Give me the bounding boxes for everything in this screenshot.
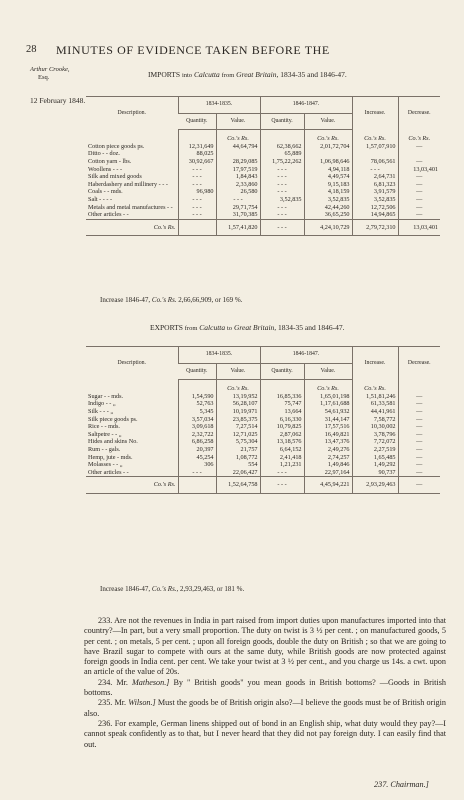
imports-cell-quantity-2: 65,889 (260, 150, 304, 158)
exports-increase-line (100, 585, 244, 593)
imports-cell-quantity-2: 3,52,835 (260, 196, 304, 204)
imports-cell-value-2: 2,01,72,704 (304, 143, 352, 151)
exports-cell-increase: 44,41,961 (352, 408, 398, 416)
exports-cell-increase: 3,78,796 (352, 431, 398, 439)
imports-caption (148, 70, 347, 79)
exports-cell-quantity-2: 6,16,330 (260, 416, 304, 424)
witness-marginal-note (30, 66, 69, 82)
imports-row (86, 188, 440, 196)
imports-increase-line (100, 296, 242, 304)
imports-cell-decrease (398, 150, 440, 158)
exports-cell-quantity-2: 16,85,336 (260, 393, 304, 401)
question-235 (84, 698, 446, 719)
exports-row (86, 446, 440, 454)
imports-col-year1: 1834-1835. (178, 97, 260, 114)
imports-cell-quantity-2: - - - (260, 211, 304, 219)
exports-cell-quantity-1: 2,32,722 (178, 431, 216, 439)
exports-cell-description: Sugar - - mds. (88, 392, 124, 400)
imports-cell-quantity-1: 88,025 (178, 150, 216, 158)
imports-cell-decrease: — (398, 204, 440, 212)
imports-total-dec: 13,03,401 (398, 219, 440, 236)
imports-cell-increase: 3,52,835 (352, 196, 398, 204)
imports-cell-value-1: 28,29,085 (216, 158, 260, 166)
imports-cell-value-1 (216, 150, 260, 158)
imports-cell-value-1: 1,84,843 (216, 173, 260, 181)
imports-cell-increase (352, 150, 398, 158)
question-235-text: Must the goods be of British origin also?—I believe the goods must be of British origin also. (84, 698, 447, 718)
witness-title: Esq. (38, 74, 50, 81)
imports-increase-lead: Increase 1846-47, (100, 296, 151, 304)
exports-caption-mid: from (184, 325, 198, 332)
evidence-date: 12 February 1848. (30, 96, 86, 105)
exports-cell-increase: 7,72,072 (352, 438, 398, 446)
exports-cell-value-1: 12,71,025 (216, 431, 260, 439)
exports-cell-description: Hemp, jute - mds. (88, 453, 133, 461)
exports-row (86, 461, 440, 469)
exports-cell-quantity-1: 20,397 (178, 446, 216, 454)
exports-cell-decrease: — (398, 446, 440, 454)
question-236: 236. For example, German linens shipped out of bond in an English ship, what duty would they pay?—I cannot speak confidently as to that, but I never heard that they did not pay foreign duty. I can easily find that out. (84, 718, 446, 749)
imports-col-quantity-1: Quantity. (178, 113, 216, 130)
imports-cell-decrease: — (398, 143, 440, 151)
exports-cell-quantity-1: 52,763 (178, 400, 216, 408)
exports-cell-quantity-1: 45,254 (178, 454, 216, 462)
imports-cell-quantity-2: - - - (260, 173, 304, 181)
imports-increase-value: 2,66,66,909, or 169 %. (178, 296, 243, 304)
imports-caption-mid: into (181, 72, 193, 79)
exports-caption (150, 323, 345, 332)
exports-col-increase: Increase. (352, 347, 398, 380)
imports-cell-value-2: 1,06,98,646 (304, 158, 352, 166)
exports-cell-description: Silk piece goods ps. (88, 415, 138, 423)
imports-cell-decrease: — (398, 188, 440, 196)
exports-cell-value-2: 17,57,516 (304, 423, 352, 431)
question-234 (84, 678, 446, 699)
exports-increase-value: 2,93,29,463, or 181 %. (180, 585, 245, 593)
exports-cell-decrease: — (398, 469, 440, 477)
exports-cell-description: Hides and skins No. (88, 438, 138, 446)
exports-cell-increase: 90,737 (352, 469, 398, 477)
exports-total-row (86, 477, 440, 494)
imports-rows (86, 130, 440, 220)
exports-cell-quantity-1: 6,86,258 (178, 438, 216, 446)
imports-cell-description: Salt - - - - (88, 195, 113, 203)
imports-cell-value-1: 44,64,794 (216, 143, 260, 151)
imports-col-year2: 1846-1847. (260, 97, 352, 114)
exports-cell-description: Rum - - gals. (88, 445, 121, 453)
exports-cell-quantity-1: - - - (178, 469, 216, 477)
imports-caption-lead: IMPORTS (148, 70, 181, 79)
exports-row (86, 416, 440, 424)
exports-row (86, 423, 440, 431)
catchword: 237. Chairman.] (374, 780, 429, 789)
exports-total-q2: - - - (260, 477, 304, 494)
imports-caption-place: Calcutta (193, 70, 220, 79)
imports-row (86, 204, 440, 212)
exports-cell-value-1: 7,27,514 (216, 423, 260, 431)
exports-cell-quantity-2: - - - (260, 469, 304, 477)
imports-cell-value-2: 4,18,159 (304, 188, 352, 196)
exports-col-quantity-2: Quantity. (260, 363, 304, 380)
imports-col-value-1: Value. (216, 113, 260, 130)
imports-unit-dec: Co.'s Rs. (398, 130, 440, 143)
exports-cell-quantity-2: 13,18,576 (260, 438, 304, 446)
page-number: 28 (26, 44, 37, 55)
exports-cell-quantity-2: 6,64,152 (260, 446, 304, 454)
imports-cell-quantity-1: - - - (178, 173, 216, 181)
imports-total-label: Co.'s Rs. (86, 219, 178, 236)
exports-caption-country: Great Britain, (233, 323, 277, 332)
imports-cell-quantity-1: - - - (178, 181, 216, 189)
imports-cell-value-1: 31,70,385 (216, 211, 260, 219)
exports-cell-decrease: — (398, 454, 440, 462)
imports-total-inc: 2,79,72,310 (352, 219, 398, 236)
exports-cell-decrease: — (398, 431, 440, 439)
exports-cell-increase: 2,27,519 (352, 446, 398, 454)
exports-row (86, 408, 440, 416)
imports-cell-decrease: 13,03,401 (398, 166, 440, 174)
exports-cell-quantity-1: 1,54,590 (178, 393, 216, 401)
question-234-speaker: Matheson.] (131, 677, 170, 687)
exports-cell-value-1: 23,85,375 (216, 416, 260, 424)
imports-row (86, 143, 440, 151)
imports-cell-value-1: 26,580 (216, 188, 260, 196)
imports-cell-increase: 2,64,731 (352, 173, 398, 181)
imports-total-v2: 4,24,10,729 (304, 219, 352, 236)
exports-cell-quantity-1: 3,09,618 (178, 423, 216, 431)
imports-cell-increase: 6,81,323 (352, 181, 398, 189)
exports-col-quantity-1: Quantity. (178, 363, 216, 380)
exports-cell-value-2: 1,49,846 (304, 461, 352, 469)
imports-col-quantity-2: Quantity. (260, 113, 304, 130)
exports-cell-quantity-2: 1,21,231 (260, 461, 304, 469)
imports-caption-country: Great Britain, (236, 70, 279, 79)
exports-total-v2: 4,45,94,221 (304, 477, 352, 494)
imports-caption-years: 1834-35 and 1846-47. (280, 70, 347, 79)
exports-cell-decrease: — (398, 438, 440, 446)
exports-cell-decrease: — (398, 416, 440, 424)
imports-cell-description: Cotton piece goods ps. (88, 142, 145, 150)
exports-cell-value-1: 554 (216, 461, 260, 469)
imports-cell-increase: 12,72,506 (352, 204, 398, 212)
exports-cell-decrease: — (398, 408, 440, 416)
exports-cell-value-2: 22,97,164 (304, 469, 352, 477)
exports-table (86, 346, 440, 494)
exports-cell-quantity-1: 3,57,034 (178, 416, 216, 424)
exports-cell-value-1: 1,08,772 (216, 454, 260, 462)
imports-row (86, 181, 440, 189)
exports-row (86, 393, 440, 401)
question-234-text: By " British goods" you mean goods in British bottoms? —Goods in British bottoms. (84, 677, 447, 698)
exports-cell-description: Other articles - - (88, 468, 129, 476)
exports-cell-decrease: — (398, 393, 440, 401)
imports-cell-increase: 78,06,561 (352, 158, 398, 166)
imports-cell-description: Ditto - - doz. (88, 150, 120, 158)
imports-cell-description: Haberdashery and millinery - - - (88, 180, 168, 188)
exports-cell-quantity-2: 75,747 (260, 400, 304, 408)
exports-cell-quantity-2: 2,87,062 (260, 431, 304, 439)
imports-col-decrease: Decrease. (398, 97, 440, 130)
exports-col-year1: 1834-1835. (178, 347, 260, 364)
exports-unit-v1: Co.'s Rs. (216, 380, 260, 393)
exports-cell-quantity-2: 13,664 (260, 408, 304, 416)
exports-caption-place: Calcutta (199, 323, 226, 332)
imports-cell-description: Woollens - - - (88, 165, 123, 173)
question-235-number: 235. Mr. (98, 698, 127, 708)
imports-unit-row (86, 130, 440, 143)
exports-total-label: Co.'s Rs. (86, 477, 178, 494)
exports-cell-value-1: 13,19,952 (216, 393, 260, 401)
imports-row (86, 158, 440, 166)
imports-total-v1: 1,57,41,820 (216, 219, 260, 236)
exports-cell-increase: 10,30,002 (352, 423, 398, 431)
imports-table (86, 96, 440, 236)
imports-cell-decrease: — (398, 196, 440, 204)
exports-cell-decrease: — (398, 400, 440, 408)
imports-cell-decrease: — (398, 181, 440, 189)
exports-cell-increase: 1,51,81,246 (352, 393, 398, 401)
imports-caption-from: from (221, 72, 235, 79)
imports-cell-value-1: - - - (216, 196, 260, 204)
imports-col-value-2: Value. (304, 113, 352, 130)
exports-cell-value-2: 2,74,257 (304, 454, 352, 462)
exports-increase-lead: Increase 1846-47, (100, 585, 151, 593)
imports-cell-decrease: — (398, 211, 440, 219)
exports-row (86, 454, 440, 462)
exports-col-description: Description. (86, 347, 178, 380)
exports-rows (86, 380, 440, 477)
exports-cell-increase: 1,65,485 (352, 454, 398, 462)
imports-row (86, 196, 440, 204)
imports-cell-description: Coals - - mds. (88, 188, 123, 196)
witness-name: Arthur Crooke, (30, 66, 70, 73)
exports-cell-description: Silk - - - „ (88, 407, 114, 415)
imports-cell-quantity-2: - - - (260, 204, 304, 212)
imports-col-increase: Increase. (352, 97, 398, 130)
exports-unit-v2: Co.'s Rs. (304, 380, 352, 393)
exports-increase-unit: Co.'s Rs., (151, 585, 179, 593)
imports-cell-decrease: — (398, 173, 440, 181)
page-header (0, 44, 464, 60)
exports-cell-value-2: 16,49,821 (304, 431, 352, 439)
imports-row (86, 150, 440, 158)
exports-total-dec: — (398, 477, 440, 494)
imports-total-row (86, 219, 440, 236)
exports-row (86, 431, 440, 439)
imports-unit-inc: Co.'s Rs. (352, 130, 398, 143)
imports-cell-increase: - - - (352, 166, 398, 174)
exports-cell-value-1: 5,75,304 (216, 438, 260, 446)
exports-cell-value-2: 2,49,276 (304, 446, 352, 454)
exports-row (86, 469, 440, 477)
imports-cell-value-2: 4,94,118 (304, 166, 352, 174)
imports-row (86, 166, 440, 174)
exports-total-inc: 2,93,29,463 (352, 477, 398, 494)
imports-cell-quantity-1: 30,92,667 (178, 158, 216, 166)
imports-cell-increase: 14,94,865 (352, 211, 398, 219)
running-title: MINUTES OF EVIDENCE TAKEN BEFORE THE (56, 43, 330, 57)
imports-cell-value-2: 42,44,260 (304, 204, 352, 212)
exports-cell-description: Indigo - - „ (88, 400, 116, 408)
evidence-text (84, 616, 446, 750)
exports-cell-decrease: — (398, 461, 440, 469)
imports-cell-quantity-1: - - - (178, 211, 216, 219)
imports-cell-quantity-1: - - - (178, 166, 216, 174)
exports-cell-value-1: 22,06,427 (216, 469, 260, 477)
exports-col-year2: 1846-1847. (260, 347, 352, 364)
imports-cell-quantity-2: - - - (260, 188, 304, 196)
exports-cell-value-2: 1,17,61,688 (304, 400, 352, 408)
imports-cell-quantity-2: - - - (260, 181, 304, 189)
imports-cell-decrease: — (398, 158, 440, 166)
exports-cell-decrease: — (398, 423, 440, 431)
exports-cell-quantity-1: 306 (178, 461, 216, 469)
imports-cell-description: Cotton yarn - lbs. (88, 157, 132, 165)
imports-cell-value-1: 29,71,754 (216, 204, 260, 212)
exports-cell-increase: 61,33,581 (352, 400, 398, 408)
imports-cell-description: Metals and metal manufactures - - (88, 203, 173, 211)
imports-cell-value-2: 3,52,835 (304, 196, 352, 204)
imports-unit-v2: Co.'s Rs. (304, 130, 352, 143)
question-235-speaker: Wilson.] (128, 698, 156, 708)
imports-increase-unit: Co.'s Rs. (151, 296, 177, 304)
exports-total-v1: 1,52,64,758 (216, 477, 260, 494)
imports-row (86, 211, 440, 219)
exports-col-value-2: Value. (304, 363, 352, 380)
imports-cell-value-2: 36,65,250 (304, 211, 352, 219)
exports-row (86, 438, 440, 446)
imports-cell-value-2: 4,49,574 (304, 173, 352, 181)
imports-cell-value-1: 2,33,860 (216, 181, 260, 189)
exports-cell-quantity-2: 10,79,825 (260, 423, 304, 431)
imports-row (86, 173, 440, 181)
exports-cell-description: Rice - - mds. (88, 423, 120, 431)
exports-cell-value-2: 13,47,376 (304, 438, 352, 446)
exports-cell-value-1: 56,28,107 (216, 400, 260, 408)
exports-cell-value-1: 10,19,971 (216, 408, 260, 416)
imports-cell-description: Other articles - - (88, 211, 129, 219)
exports-cell-value-2: 54,61,932 (304, 408, 352, 416)
exports-row (86, 400, 440, 408)
exports-cell-value-2: 31,44,147 (304, 416, 352, 424)
imports-cell-value-2 (304, 150, 352, 158)
imports-cell-quantity-2: 62,38,662 (260, 143, 304, 151)
imports-cell-value-1: 17,97,519 (216, 166, 260, 174)
exports-unit-inc: Co.'s Rs. (352, 380, 398, 393)
exports-caption-years: 1834-35 and 1846-47. (278, 323, 345, 332)
question-234-number: 234. Mr. (98, 677, 128, 687)
imports-cell-value-2: 9,15,183 (304, 181, 352, 189)
exports-cell-quantity-1: 5,345 (178, 408, 216, 416)
imports-cell-description: Silk and mixed goods (88, 173, 142, 181)
exports-col-value-1: Value. (216, 363, 260, 380)
imports-cell-quantity-1: 12,31,649 (178, 143, 216, 151)
imports-cell-quantity-2: 1,75,22,262 (260, 158, 304, 166)
exports-cell-increase: 7,58,772 (352, 416, 398, 424)
imports-total-q2: - - - (260, 219, 304, 236)
exports-caption-lead: EXPORTS (150, 323, 183, 332)
question-233: 233. Are not the revenues in India in part raised from import duties upon manufactures imported into that country?—In part, but a very small proportion. The duty on twist is 3 ½ per cent. ; on manufactured goods, 5 per cent. ; on metals, 5 per cent. ; upon all foreign goods, double the duty on British ; so that we are going to have Brazil sugar to compete with ours at the same duty, while British goods are now protected against foreign goods in India cent. per cent. We take your twist at 3 ½ per cent., and you charge us 14s. a cwt. upon an article of the value of 20s. (84, 616, 446, 677)
imports-cell-quantity-1: 96,980 (178, 188, 216, 196)
imports-col-description: Description. (86, 97, 178, 130)
imports-cell-increase: 3,91,579 (352, 188, 398, 196)
exports-caption-to: to (227, 325, 233, 332)
exports-col-decrease: Decrease. (398, 347, 440, 380)
exports-cell-value-2: 1,65,01,198 (304, 393, 352, 401)
exports-unit-row (86, 380, 440, 393)
imports-unit-v1: Co.'s Rs. (216, 130, 260, 143)
imports-cell-quantity-2: - - - (260, 166, 304, 174)
imports-cell-increase: 1,57,07,910 (352, 143, 398, 151)
imports-cell-quantity-1: - - - (178, 204, 216, 212)
exports-cell-quantity-2: 2,41,418 (260, 454, 304, 462)
imports-cell-quantity-1: - - - (178, 196, 216, 204)
exports-cell-description: Molasses - - „ (88, 461, 123, 469)
exports-cell-increase: 1,49,292 (352, 461, 398, 469)
exports-cell-description: Saltpetre - - „ (88, 430, 122, 438)
exports-cell-value-1: 21,757 (216, 446, 260, 454)
